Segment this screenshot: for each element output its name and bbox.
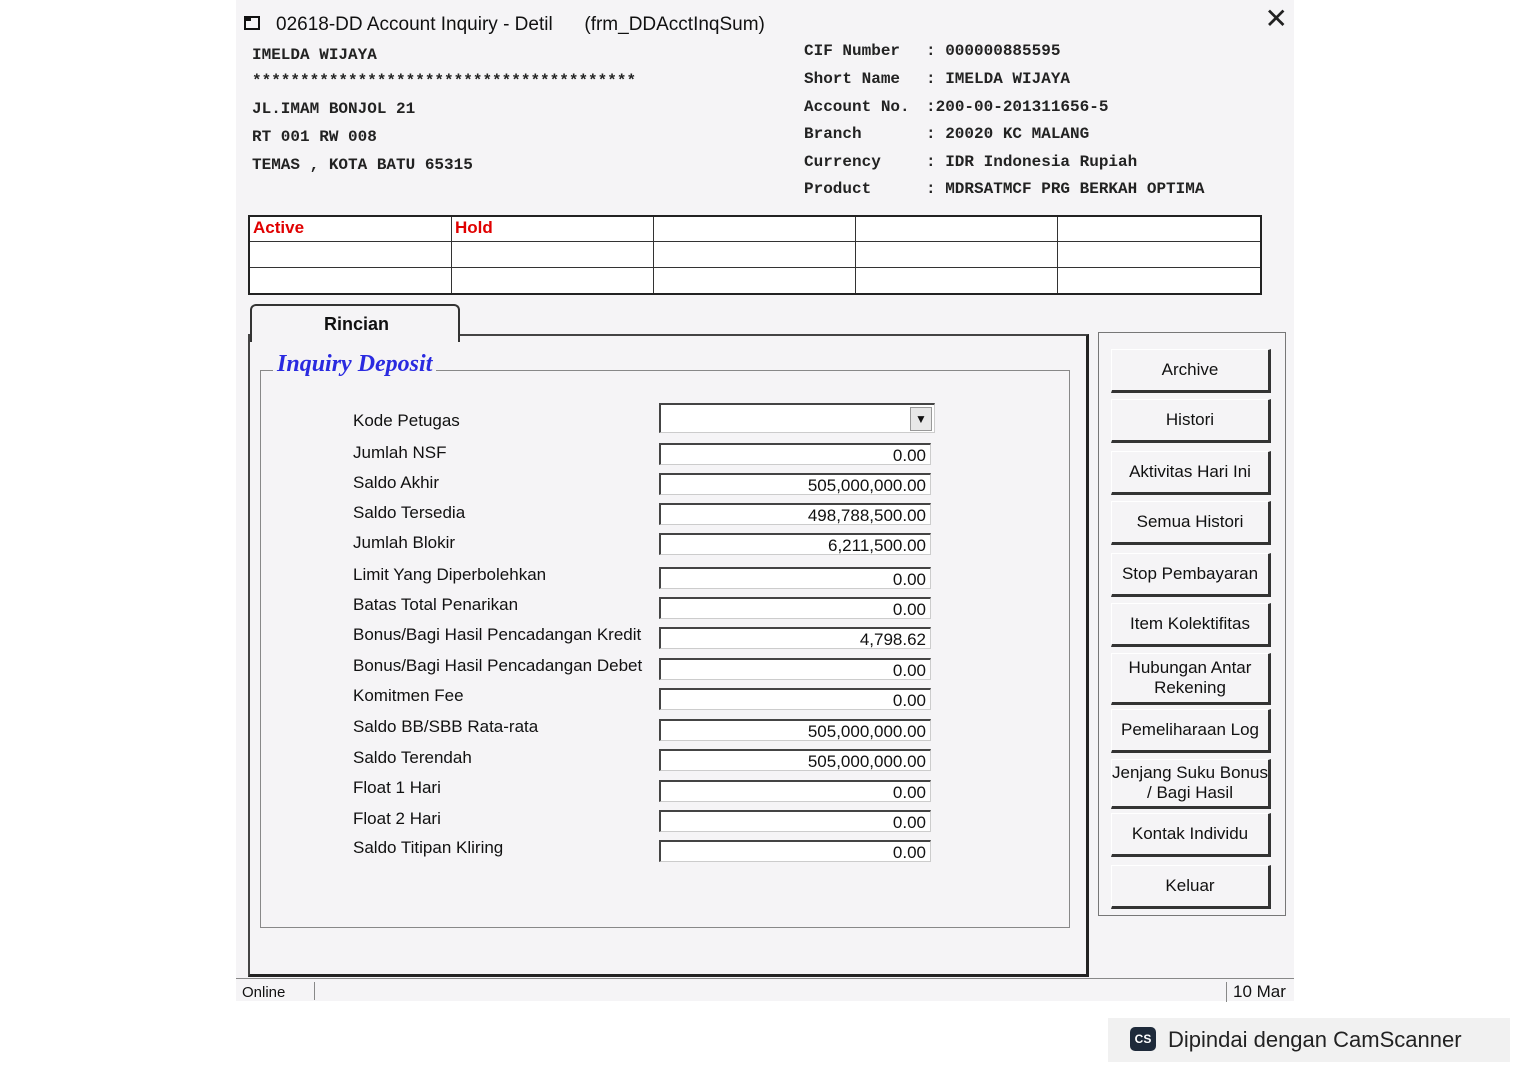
info-currency: Currency : IDR Indonesia Rupiah [804, 153, 1138, 171]
status-message-area [314, 982, 1225, 1000]
status-mode: Online [242, 984, 286, 1001]
field-label: Limit Yang Diperbolehkan [353, 565, 547, 584]
field-value[interactable]: 0.00 [659, 780, 931, 802]
status-cell [1058, 242, 1260, 267]
field-label: Saldo Tersedia [353, 503, 466, 522]
watermark-text: Dipindai dengan CamScanner [1168, 1027, 1462, 1052]
window-title: 02618-DD Account Inquiry - Detil (frm_DDAcctInqSum) [276, 14, 765, 35]
customer-address-2: RT 001 RW 008 [252, 128, 377, 146]
status-cell: Hold [452, 217, 654, 242]
status-cell [452, 242, 654, 267]
group-title: Inquiry Deposit [273, 351, 436, 378]
hubungan-antar-rekening-button[interactable]: Hubungan Antar Rekening [1111, 653, 1271, 705]
field-value[interactable]: 4,798.62 [659, 627, 931, 649]
kode-petugas-label: Kode Petugas [353, 411, 460, 430]
customer-address-1: JL.IMAM BONJOL 21 [252, 100, 416, 118]
field-value[interactable]: 0.00 [659, 810, 931, 832]
field-label: Bonus/Bagi Hasil Pencadangan Debet [353, 656, 643, 675]
inquiry-deposit-group [260, 351, 1070, 928]
info-branch: Branch : 20020 KC MALANG [804, 125, 1090, 143]
close-icon[interactable]: ✕ [1264, 3, 1288, 34]
field-value[interactable]: 498,788,500.00 [659, 503, 931, 525]
field-label: Jumlah NSF [353, 443, 447, 462]
field-value[interactable]: 0.00 [659, 597, 931, 619]
keluar-button[interactable]: Keluar [1111, 865, 1271, 909]
field-label: Float 2 Hari [353, 809, 441, 828]
field-label: Saldo Titipan Kliring [353, 838, 504, 857]
pemeliharaan-log-button[interactable]: Pemeliharaan Log [1111, 709, 1271, 753]
field-label: Batas Total Penarikan [353, 595, 519, 614]
field-label: Komitmen Fee [353, 686, 464, 705]
status-cell [856, 268, 1058, 293]
status-cell [250, 242, 452, 267]
field-value[interactable]: 0.00 [659, 443, 931, 465]
title-bar [236, 3, 1294, 38]
status-cell [1058, 268, 1260, 293]
field-value[interactable]: 505,000,000.00 [659, 749, 931, 771]
field-value[interactable]: 0.00 [659, 840, 931, 862]
status-grid [248, 215, 1262, 295]
kode-petugas-select[interactable] [659, 403, 935, 433]
histori-button[interactable]: Histori [1111, 399, 1271, 443]
window-icon [244, 16, 260, 30]
tab-label: Rincian [324, 314, 390, 334]
field-value[interactable]: 505,000,000.00 [659, 719, 931, 741]
account-inquiry-window [236, 0, 1294, 1000]
field-label: Saldo BB/SBB Rata-rata [353, 717, 539, 736]
status-bar [236, 978, 1294, 1001]
field-label: Bonus/Bagi Hasil Pencadangan Kredit [353, 625, 642, 644]
status-cell [452, 268, 654, 293]
status-cell [856, 242, 1058, 267]
info-product: Product : MDRSATMCF PRG BERKAH OPTIMA [804, 180, 1205, 198]
status-cell [856, 217, 1058, 242]
status-date: 10 Mar [1226, 982, 1286, 1002]
field-value[interactable]: 0.00 [659, 567, 931, 589]
jenjang-suku-bonus-button[interactable]: Jenjang Suku Bonus / Bagi Hasil [1111, 759, 1271, 809]
info-account-no: Account No. :200-00-201311656-5 [804, 98, 1109, 116]
status-cell [1058, 217, 1260, 242]
action-button-panel [1098, 332, 1286, 916]
field-value[interactable]: 6,211,500.00 [659, 533, 931, 555]
camscanner-watermark [1108, 1018, 1510, 1062]
kontak-individu-button[interactable]: Kontak Individu [1111, 813, 1271, 857]
customer-masked: **************************************** [252, 72, 637, 90]
customer-address-3: TEMAS , KOTA BATU 65315 [252, 156, 473, 174]
status-cell [654, 242, 856, 267]
camscanner-logo-icon: CS [1130, 1027, 1156, 1051]
archive-button[interactable]: Archive [1111, 349, 1271, 393]
status-cell [654, 217, 856, 242]
tab-panel [248, 334, 1089, 977]
status-cell [654, 268, 856, 293]
field-value[interactable]: 0.00 [659, 658, 931, 680]
field-label: Jumlah Blokir [353, 533, 456, 552]
chevron-down-icon[interactable]: ▼ [910, 407, 932, 431]
info-cif: CIF Number : 000000885595 [804, 42, 1061, 60]
item-kolektifitas-button[interactable]: Item Kolektifitas [1111, 603, 1271, 647]
field-label: Float 1 Hari [353, 778, 441, 797]
semua-histori-button[interactable]: Semua Histori [1111, 501, 1271, 545]
customer-name: IMELDA WIJAYA [252, 46, 377, 64]
field-value[interactable]: 0.00 [659, 688, 931, 710]
status-cell: Active [250, 217, 452, 242]
status-cell [250, 268, 452, 293]
field-value[interactable]: 505,000,000.00 [659, 473, 931, 495]
stop-pembayaran-button[interactable]: Stop Pembayaran [1111, 553, 1271, 597]
info-short-name: Short Name : IMELDA WIJAYA [804, 70, 1071, 88]
field-label: Saldo Terendah [353, 748, 472, 767]
aktivitas-hari-ini-button[interactable]: Aktivitas Hari Ini [1111, 451, 1271, 495]
field-label: Saldo Akhir [353, 473, 439, 492]
tab-rincian[interactable] [250, 304, 460, 342]
